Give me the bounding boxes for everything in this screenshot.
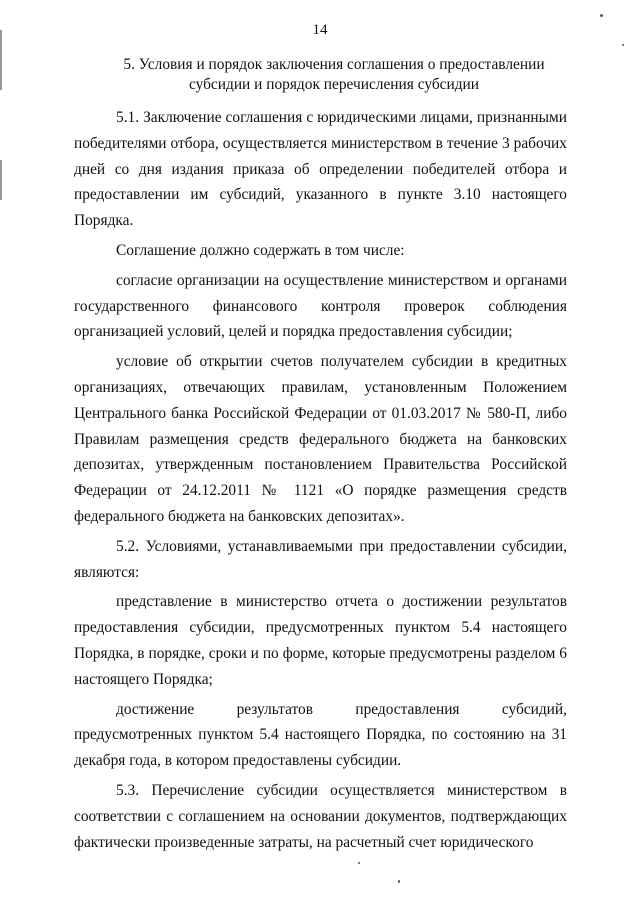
scan-speck: [622, 44, 624, 46]
paragraph-consent: согласие организации на осуществление министерством и органами государственного финансового контроля проверок соблюдения организацией условий, целей и порядка предоставления субсидии;: [74, 271, 567, 341]
scan-speck: [600, 14, 603, 17]
scan-edge-mark: [0, 160, 2, 200]
section-heading: [100, 55, 568, 95]
section-heading-line: 5. Условия и порядок заключения соглашения о предоставлении: [123, 56, 545, 73]
paragraph-5-3: 5.3. Перечисление субсидии осуществляется министерством в соответствии с соглашением на основании документов, подтверждающих фактически произведенные затраты, на расчетный счет юридического: [74, 781, 567, 851]
document-body: [74, 105, 567, 855]
section-heading-line: субсидии и порядок перечисления субсидии: [188, 76, 480, 93]
paragraph-5-1: 5.1. Заключение соглашения с юридическими лицами, признанными победителями отбора, осуществляется министерством в течение 3 рабочих дней со дня издания приказа об определении победителей отбора и предоставлении им субсидий, указанного в пункте 3.10 настоящего Порядка.: [74, 109, 567, 230]
paragraph-agreement-contents: Соглашение должно содержать в том числе:: [116, 241, 405, 259]
scan-speck: [358, 862, 360, 864]
paragraph-report: представление в министерство отчета о достижении результатов предоставления субсидии, предусмотренных пунктом 5.4 настоящего Порядка, в порядке, сроки и по форме, которые предусмотрены разделом 6 настоящего Порядка;: [74, 593, 567, 688]
paragraph-results: достижение результатов предоставления субсидий, предусмотренных пунктом 5.4 настоящего Порядка, по состоянию на 31 декабря года, в котором предоставлены субсидии.: [74, 700, 567, 770]
page-number: 14: [312, 22, 328, 38]
paragraph-accounts-condition: условие об открытии счетов получателем субсидии в кредитных организациях, отвечающих правилам, установленным Положением Центрального банка Российской Федерации от 01.03.2017 № 580-П, либо Правилам размещения средств федерального бюджета на банковских депозитах, утвержденным постановлением Правительства Российской Федерации от 24.12.2011 № 1121 «О порядке размещения средств федерального бюджета на банковских депозитах».: [74, 353, 567, 525]
paragraph-5-2: 5.2. Условиями, устанавливаемыми при предоставлении субсидии, являются:: [74, 537, 567, 581]
scan-speck: [398, 880, 400, 883]
